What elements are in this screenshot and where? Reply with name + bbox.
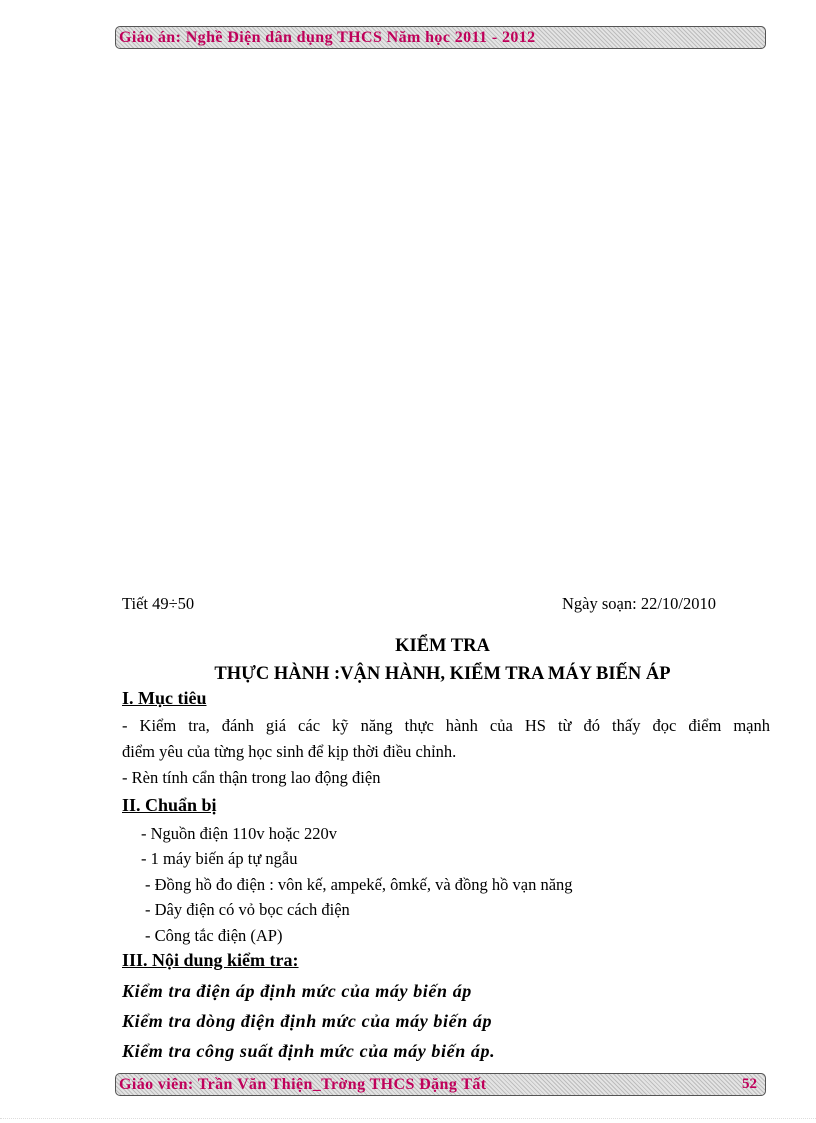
header-banner bbox=[115, 26, 766, 49]
section-preparation-heading: II. Chuẩn bị bbox=[122, 795, 217, 815]
section-content-heading: III. Nội dung kiểm tra: bbox=[122, 950, 299, 970]
lesson-number: Tiết 49÷50 bbox=[122, 594, 195, 613]
objective-line-2: điểm yêu của từng học sinh để kịp thời điều chỉnh. bbox=[122, 742, 457, 761]
objective-line-3: - Rèn tính cẩn thận trong lao động điện bbox=[122, 768, 381, 787]
prep-item-power-source: - Nguồn điện 110v hoặc 220v bbox=[141, 824, 337, 843]
content-item-current: Kiểm tra dòng điện định mức của máy biến áp bbox=[122, 1011, 493, 1031]
prep-item-meters: - Đồng hồ đo điện : vôn kế, ampekế, ômkế, và đồng hồ vạn năng bbox=[145, 875, 573, 894]
prep-item-transformer: - 1 máy biến áp tự ngẫu bbox=[141, 849, 298, 868]
content-item-voltage: Kiểm tra điện áp định mức của máy biến áp bbox=[122, 981, 472, 1001]
title-line-1: KIỂM TRA bbox=[395, 636, 490, 656]
section-objectives-heading: I. Mục tiêu bbox=[122, 688, 207, 708]
footer-text: Giáo viên: Trần Văn Thiện_Trờng THCS Đặng Tất bbox=[119, 1075, 487, 1093]
page-number: 52 bbox=[742, 1076, 757, 1092]
objective-line-1: - Kiểm tra, đánh giá các kỹ năng thực hành của HS từ đó thấy đọc điểm mạnh bbox=[122, 716, 770, 735]
content-item-power: Kiểm tra công suất định mức của máy biến áp. bbox=[122, 1041, 496, 1061]
header-text: Giáo án: Nghề Điện dân dụng THCS Năm học 2011 - 2012 bbox=[119, 28, 536, 46]
footer-banner bbox=[115, 1073, 766, 1096]
bottom-divider bbox=[0, 1118, 816, 1119]
prepared-date: Ngày soạn: 22/10/2010 bbox=[562, 594, 716, 613]
prep-item-switch: - Công tắc điện (AP) bbox=[145, 926, 283, 945]
prep-item-wire: - Dây điện có vỏ bọc cách điện bbox=[145, 900, 350, 919]
title-line-2: THỰC HÀNH :VẬN HÀNH, KIỂM TRA MÁY BIẾN ÁP bbox=[214, 664, 671, 684]
